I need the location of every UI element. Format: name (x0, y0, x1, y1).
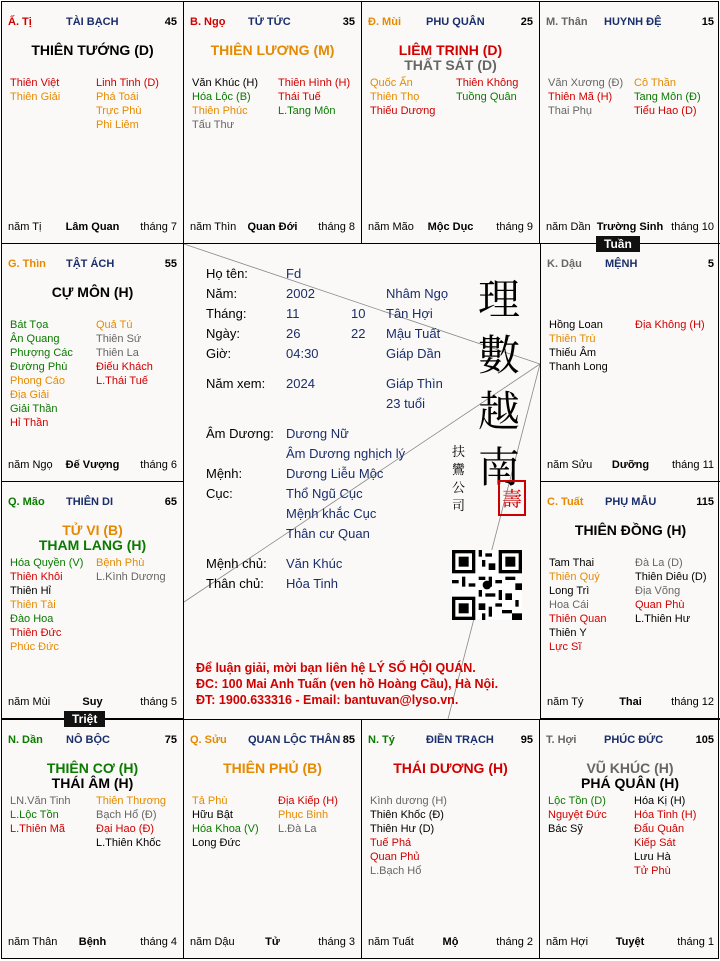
footer-month: tháng 1 (677, 936, 714, 948)
palace-header (546, 734, 714, 750)
footer-month: tháng 8 (318, 221, 355, 233)
palace-header (8, 734, 177, 750)
palace-thin (2, 244, 184, 482)
minor-star: Phong Cáo (10, 375, 66, 387)
minor-star: Tam Thai (549, 557, 595, 569)
minor-star: Quan Phù (635, 599, 685, 611)
logo-seal (498, 480, 526, 516)
palace-footer (546, 221, 714, 235)
triet-tag: Triệt (64, 711, 105, 727)
minor-star: Tiểu Hao (D) (634, 105, 697, 117)
minor-star: Hỉ Thần (10, 417, 49, 429)
palace-name: PHÚC ĐỨC (604, 734, 664, 746)
main-star: THAM LANG (H) (38, 537, 147, 553)
left-minor-stars (10, 794, 71, 836)
main-star: TỬ VI (B) (62, 522, 123, 538)
palace-ti (2, 2, 184, 244)
minor-star: Tả Phù (192, 795, 228, 807)
life-stage: Thai (619, 696, 642, 708)
main-star: VŨ KHÚC (H) (586, 760, 674, 776)
nam-can-chi: Nhâm Ngọ (386, 286, 449, 301)
palace-header (8, 16, 177, 32)
right-minor-stars (96, 556, 166, 584)
palace-footer (547, 696, 714, 710)
ngay-can-chi: Mậu Tuất (386, 326, 441, 341)
tuoi-value: 23 tuổi (386, 396, 426, 411)
logo-char-4: 南 (477, 443, 520, 492)
earthly-branch: N. Tý (368, 734, 395, 746)
main-star: THIÊN LƯƠNG (M) (210, 42, 335, 58)
earthly-branch: C. Tuất (547, 496, 584, 508)
footer-year: năm Tuất (368, 936, 414, 948)
main-star: THẤT SÁT (D) (404, 57, 497, 73)
minor-star: Thiên Phúc (192, 105, 248, 117)
left-minor-stars (192, 76, 258, 132)
menh-chu-value: Văn Khúc (286, 556, 343, 571)
minor-star: Bạch Hổ (Đ) (96, 809, 157, 821)
main-star: THIÊN PHỦ (B) (223, 760, 322, 776)
menh-value: Dương Liễu Mộc (286, 466, 384, 481)
palace-header (8, 258, 177, 274)
earthly-branch: K. Dậu (547, 258, 582, 270)
palace-header (190, 734, 355, 750)
palace-suu (184, 719, 362, 958)
right-minor-stars (96, 794, 166, 850)
right-minor-stars (278, 794, 338, 836)
minor-star: Thiên Không (456, 77, 519, 89)
than-chu-label: Thân chủ: (206, 576, 264, 591)
palace-header (547, 496, 714, 512)
minor-star: Hóa Khoa (V) (192, 823, 259, 835)
minor-star: Hữu Bật (192, 809, 233, 821)
footer-month: tháng 9 (496, 221, 533, 233)
minor-star: Long Trì (549, 585, 590, 597)
palace-footer (8, 696, 177, 710)
minor-star: Thiếu Dương (370, 105, 436, 117)
left-minor-stars (548, 794, 607, 836)
minor-star: Địa Không (H) (635, 319, 705, 331)
left-minor-stars (549, 556, 606, 654)
footer-month: tháng 2 (496, 936, 533, 948)
minor-star: L.Thiên Hư (635, 613, 691, 625)
palace-ty (362, 719, 540, 958)
footer-month: tháng 6 (140, 459, 177, 471)
life-stage: Đế Vượng (65, 459, 120, 471)
minor-star: Tấu Thư (192, 119, 235, 131)
minor-star: Đào Hoa (10, 613, 54, 625)
palace-dau (540, 244, 720, 482)
minor-star: Phượng Các (10, 347, 73, 359)
palace-header (368, 16, 533, 32)
minor-star: Bát Tọa (10, 319, 49, 331)
footer-month: tháng 3 (318, 936, 355, 948)
footer-month: tháng 7 (140, 221, 177, 233)
palace-name: TÀI BẠCH (66, 16, 119, 28)
main-star: THÁI DƯƠNG (H) (393, 760, 508, 776)
palace-age-number: 45 (164, 16, 177, 28)
minor-star: Đẩu Quân (634, 823, 685, 835)
footer-year: năm Tị (8, 221, 42, 233)
minor-star: Bệnh Phù (96, 557, 145, 569)
palace-header (368, 734, 533, 750)
minor-star: Thiên Việt (10, 77, 60, 89)
palace-age-number: 105 (695, 734, 714, 746)
palace-header (8, 496, 177, 512)
thang-am-value: 10 (351, 306, 366, 321)
footer-year: năm Hợi (546, 936, 589, 948)
thang-label: Tháng: (206, 306, 247, 321)
footer-year: năm Mùi (8, 696, 51, 708)
menh-label: Mệnh: (206, 466, 243, 481)
palace-age-number: 65 (164, 496, 177, 508)
minor-star: Văn Xương (Đ) (548, 77, 624, 89)
ho-ten-label: Họ tên: (206, 266, 248, 281)
minor-star: Địa Kiếp (H) (278, 795, 338, 807)
right-minor-stars (96, 318, 153, 388)
minor-star: Phục Binh (278, 809, 329, 821)
main-star: THIÊN CƠ (H) (46, 760, 139, 776)
calligraphy-logo (469, 272, 529, 496)
earthly-branch: Ấ. Tị (8, 16, 32, 28)
palace-header (190, 16, 355, 32)
nam-value: 2002 (286, 286, 315, 301)
palace-mui (362, 2, 540, 244)
nam-label: Năm: (206, 286, 238, 301)
minor-star: Đại Hao (Đ) (96, 823, 155, 835)
main-star: LIÊM TRINH (D) (398, 42, 503, 58)
minor-star: L.Tang Môn (278, 105, 336, 117)
main-star: THIÊN ĐỒNG (H) (574, 522, 687, 538)
earthly-branch: Q. Sửu (190, 734, 227, 746)
minor-star: Cô Thần (634, 77, 676, 89)
palace-dan (2, 719, 184, 958)
earthly-branch: Đ. Mùi (368, 16, 401, 28)
life-stage: Trường Sinh (596, 221, 664, 233)
gio-can-chi: Giáp Dần (386, 346, 441, 361)
palace-footer (368, 221, 533, 235)
minor-star: Hóa Lộc (B) (192, 91, 251, 103)
logo-char-2: 數 (477, 331, 520, 380)
footer-year: năm Mão (368, 221, 414, 233)
footer-year: năm Dần (546, 221, 591, 233)
minor-star: Phá Toái (96, 91, 139, 103)
logo-side-text: 扶 鸞 公 司 (452, 445, 466, 514)
earthly-branch: B. Ngọ (190, 16, 226, 28)
minor-star: Quả Tú (96, 319, 133, 331)
contact-line-2: ĐC: 100 Mai Anh Tuấn (ven hồ Hoàng Cầu), Hà Nội. (196, 677, 499, 691)
gio-label: Giờ: (206, 346, 232, 361)
palace-name: MỆNH (605, 258, 638, 270)
minor-star: Điếu Khách (96, 361, 153, 373)
minor-star: Trực Phù (96, 105, 142, 117)
palace-footer (546, 936, 714, 950)
palace-name: PHU QUÂN (426, 16, 485, 28)
minor-star: Thiên Đức (10, 627, 62, 639)
minor-star: Phúc Đức (10, 641, 59, 653)
tuan-tag: Tuần (596, 236, 640, 252)
footer-year: năm Tý (547, 696, 584, 708)
minor-star: L.Thiên Mã (10, 823, 66, 835)
left-minor-stars (370, 76, 435, 118)
palace-age-number: 95 (520, 734, 533, 746)
center-info (184, 244, 540, 719)
minor-star: Tuế Phá (370, 837, 412, 849)
minor-star: Thiên Quý (549, 571, 600, 583)
minor-star: Quốc Ấn (370, 77, 413, 89)
palace-header (547, 258, 714, 274)
footer-year: năm Thân (8, 936, 58, 948)
minor-star: Văn Khúc (H) (192, 77, 259, 89)
nam-xem-label: Năm xem: (206, 376, 266, 391)
minor-star: Lực Sĩ (549, 641, 582, 653)
life-stage: Mộc Dục (427, 221, 474, 233)
minor-star: Thiên Y (549, 627, 587, 639)
palace-name: TẬT ÁCH (66, 258, 115, 270)
life-stage: Bệnh (78, 936, 107, 948)
main-star: THÁI ÂM (H) (51, 775, 134, 791)
contact-line-1: Để luận giải, mời bạn liên hệ LÝ SỐ HỘI QUÁN. (196, 661, 476, 675)
life-stage: Quan Đới (247, 221, 298, 233)
palace-age-number: 15 (701, 16, 714, 28)
main-star: CỰ MÔN (H) (51, 284, 134, 300)
minor-star: Địa Võng (635, 585, 681, 597)
palace-name: ĐIỀN TRẠCH (426, 734, 494, 746)
minor-star: Thiên Khôi (10, 571, 63, 583)
palace-name: HUYNH ĐỆ (604, 16, 662, 28)
footer-month: tháng 12 (671, 696, 714, 708)
life-stage: Suy (82, 696, 103, 708)
earthly-branch: Q. Mão (8, 496, 45, 508)
right-minor-stars (634, 76, 701, 118)
palace-footer (8, 936, 177, 950)
palace-name: NÔ BỘC (66, 734, 110, 746)
minor-star: Thiên Hình (H) (278, 77, 351, 89)
minor-star: LN.Văn Tinh (10, 795, 71, 807)
minor-star: Thái Tuế (278, 91, 321, 103)
palace-footer (190, 221, 355, 235)
right-minor-stars (278, 76, 350, 118)
palace-name: THIÊN DI (66, 496, 114, 508)
minor-star: Thiếu Âm (549, 347, 597, 359)
minor-star: Giải Thần (10, 403, 58, 415)
main-star: THIÊN TƯỚNG (D) (31, 42, 154, 58)
left-minor-stars (192, 794, 259, 850)
thang-value: 11 (286, 306, 300, 321)
seal-text: 壽 (502, 487, 522, 511)
right-minor-stars (96, 76, 159, 132)
minor-star: Thiên Quan (549, 613, 607, 625)
palace-ngo (184, 2, 362, 244)
palace-age-number: 85 (342, 734, 355, 746)
palace-hoi (540, 719, 720, 958)
nam-xem-can-chi: Giáp Thìn (386, 376, 443, 391)
menh-chu-label: Mệnh chủ: (206, 556, 267, 571)
thang-can-chi: Tân Hợi (386, 306, 433, 321)
ngay-label: Ngày: (206, 326, 240, 341)
life-stage: Mộ (442, 936, 459, 948)
minor-star: Thiên Thương (96, 795, 167, 807)
cuc-relation: Mệnh khắc Cục (286, 506, 377, 521)
logo-char-1: 理 (477, 275, 520, 324)
minor-star: Thai Phụ (548, 105, 593, 117)
palace-tuat (540, 482, 720, 719)
palace-than (540, 2, 720, 244)
minor-star: Thiên Tài (10, 599, 56, 611)
minor-star: Thiên Hư (D) (370, 823, 435, 835)
minor-star: Kiếp Sát (634, 837, 676, 849)
left-minor-stars (10, 76, 60, 104)
palace-header (546, 16, 714, 32)
left-minor-stars (370, 794, 447, 878)
minor-star: Phi Liêm (96, 119, 139, 131)
footer-year: năm Thìn (190, 221, 237, 233)
minor-star: Thiên Hỉ (10, 585, 51, 597)
am-duong-note: Âm Dương nghịch lý (286, 446, 406, 461)
minor-star: L.Bạch Hổ (370, 865, 422, 877)
palace-footer (547, 459, 714, 473)
than-cu: Thân cư Quan (286, 526, 370, 541)
minor-star: L.Lộc Tồn (10, 809, 59, 821)
cuc-label: Cục: (206, 486, 233, 501)
ngay-am-value: 22 (351, 326, 366, 341)
minor-star: Quan Phủ (370, 851, 420, 863)
minor-star: Thanh Long (549, 361, 608, 373)
ngay-value: 26 (286, 326, 301, 341)
tu-vi-chart (1, 1, 719, 959)
right-minor-stars (635, 318, 705, 332)
minor-star: Thiên La (96, 347, 139, 359)
palace-age-number: 75 (164, 734, 177, 746)
life-stage: Tuyệt (615, 936, 645, 948)
palace-name: PHỤ MẪU (605, 496, 657, 508)
palace-age-number: 25 (520, 16, 533, 28)
palace-footer (368, 936, 533, 950)
palace-age-number: 55 (164, 258, 177, 270)
footer-year: năm Ngọ (8, 459, 53, 471)
minor-star: Tử Phù (634, 865, 671, 877)
footer-year: năm Sửu (547, 459, 593, 471)
minor-star: Linh Tinh (D) (96, 77, 159, 89)
minor-star: Lộc Tồn (D) (548, 795, 606, 807)
palace-footer (8, 459, 177, 473)
minor-star: Ân Quang (10, 333, 60, 345)
earthly-branch: N. Dần (8, 734, 43, 746)
minor-star: L.Thiên Khốc (96, 837, 161, 849)
footer-month: tháng 10 (671, 221, 714, 233)
am-duong-label: Âm Dương: (206, 426, 274, 441)
minor-star: Kình dương (H) (370, 795, 447, 807)
am-duong-value: Dương Nữ (286, 426, 349, 441)
minor-star: Địa Giải (10, 389, 50, 401)
footer-month: tháng 4 (140, 936, 177, 948)
minor-star: Thiên Diêu (D) (635, 571, 707, 583)
life-stage: Tử (265, 936, 280, 948)
contact-line-3: ĐT: 1900.633316 - Email: bantuvan@lyso.vn. (196, 693, 459, 707)
minor-star: Đường Phù (10, 361, 68, 373)
life-stage: Dưỡng (611, 459, 650, 471)
left-minor-stars (548, 76, 623, 118)
minor-star: L.Thái Tuế (96, 375, 148, 387)
ho-ten-value: Fd (286, 266, 302, 281)
minor-star: Thiên Khốc (Đ) (370, 809, 444, 821)
minor-star: Long Đức (192, 837, 241, 849)
earthly-branch: M. Thân (546, 16, 588, 28)
minor-star: Thiên Mã (H) (548, 91, 613, 103)
palace-footer (190, 936, 355, 950)
minor-star: Hóa Quyền (V) (10, 557, 84, 569)
left-minor-stars (10, 318, 73, 430)
minor-star: Thiên Sứ (96, 333, 142, 345)
palace-name: QUAN LỘC THÂN (248, 734, 341, 746)
right-minor-stars (456, 76, 518, 104)
earthly-branch: T. Hợi (546, 734, 577, 746)
nam-xem-value: 2024 (286, 376, 315, 391)
palace-name: TỬ TỨC (248, 16, 291, 28)
palace-age-number: 115 (696, 496, 714, 508)
footer-month: tháng 11 (671, 459, 714, 471)
minor-star: Lưu Hà (634, 851, 671, 863)
life-stage: Lâm Quan (65, 221, 120, 233)
footer-month: tháng 5 (140, 696, 177, 708)
minor-star: Tang Môn (Đ) (634, 91, 701, 103)
minor-star: Thiên Trù (549, 333, 596, 345)
minor-star: Nguyệt Đức (548, 809, 607, 821)
palace-mao (2, 482, 184, 719)
minor-star: Hóa Kị (H) (634, 795, 686, 807)
right-minor-stars (634, 794, 696, 878)
right-minor-stars (635, 556, 707, 626)
palace-age-number: 5 (707, 258, 714, 270)
logo-char-3: 越 (477, 387, 520, 436)
minor-star: Thiên Giải (10, 91, 61, 103)
minor-star: Hóa Tinh (H) (634, 809, 697, 821)
minor-star: Bác Sỹ (548, 823, 583, 835)
gio-value: 04:30 (286, 346, 319, 361)
earthly-branch: G. Thìn (8, 258, 46, 270)
minor-star: L.Kình Dương (96, 571, 166, 583)
minor-star: L.Đà La (278, 823, 317, 835)
minor-star: Hồng Loan (549, 319, 603, 331)
minor-star: Tuồng Quân (456, 91, 517, 103)
than-chu-value: Hỏa Tinh (286, 576, 339, 591)
left-minor-stars (549, 318, 608, 374)
palace-age-number: 35 (342, 16, 355, 28)
cuc-value: Thổ Ngũ Cục (286, 486, 363, 501)
left-minor-stars (10, 556, 83, 654)
palace-footer (8, 221, 177, 235)
minor-star: Hoa Cái (549, 599, 589, 611)
minor-star: Đà La (D) (635, 557, 683, 569)
footer-year: năm Dậu (190, 936, 235, 948)
minor-star: Thiên Thọ (370, 91, 420, 103)
main-star: PHÁ QUÂN (H) (581, 775, 679, 791)
qr-code-icon[interactable] (452, 550, 522, 620)
